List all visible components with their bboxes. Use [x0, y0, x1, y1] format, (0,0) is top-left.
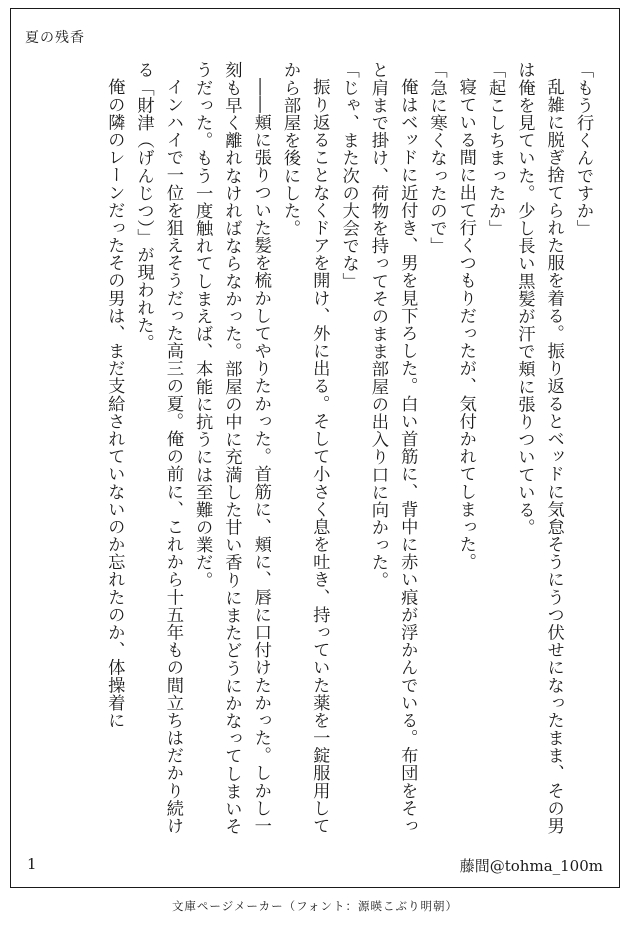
paragraph: 乱雑に脱ぎ捨てられた服を着る。振り返るとベッドに気怠そうにうつ伏せになったまま、その男は俺を見ていた。少し長い黒髪が汗で頬に張りついている。 — [514, 61, 564, 835]
author-handle: 藤間@tohma_100m — [459, 857, 603, 875]
paragraph: ――頬に張りついた髪を梳かしてやりたかった。首筋に、頬に、唇に口付けたかった。しかし一刻も早く離れなければならなかった。部屋の中に充満した甘い香りにまたどうにかなってしまいそうだった。もう一度触れてしまえば、本能に抗うには至難の業だ。 — [192, 61, 271, 835]
generator-credit: 文庫ページメーカー（フォント：源暎こぶり明朝） — [171, 899, 459, 913]
page-number: 1 — [27, 855, 37, 873]
paragraph: 「じゃ、また次の大会でな」 — [338, 61, 359, 290]
paragraph: 振り返ることなくドアを開け、外に出る。そして小さく息を吐き、持っていた薬を一錠服用してから部屋を後にした。 — [280, 61, 330, 835]
paragraph: 俺の隣のレーンだったその男は、まだ支給されていないのか忘れたのか、体操着に — [104, 78, 125, 730]
paragraph: 「もう行くんですか」 — [573, 61, 593, 237]
paragraph: 俺はベッドに近付き、男を見下ろした。白い首筋に、背中に赤い痕が浮かんでいる。布団をそっと肩まで掛け、荷物を持ってそのまま部屋の出入り口に向かった。 — [367, 61, 418, 835]
vertical-text-body — [33, 61, 597, 845]
paragraph: インハイで一位を狙えそうだった高三の夏。俺の前に、これから十五年もの間立ちはだかり続ける「財津（げんじつ）」が現われた。 — [133, 61, 183, 835]
paragraph: 「急に寒くなったので」 — [426, 61, 447, 255]
book-page — [10, 8, 620, 888]
paragraph: 「起こしちまったか」 — [485, 61, 506, 237]
page-title: 夏の残香 — [25, 30, 85, 46]
text-columns — [33, 61, 597, 845]
paragraph: 寝ている間に出て行くつもりだったが、気付かれてしまった。 — [455, 78, 476, 571]
